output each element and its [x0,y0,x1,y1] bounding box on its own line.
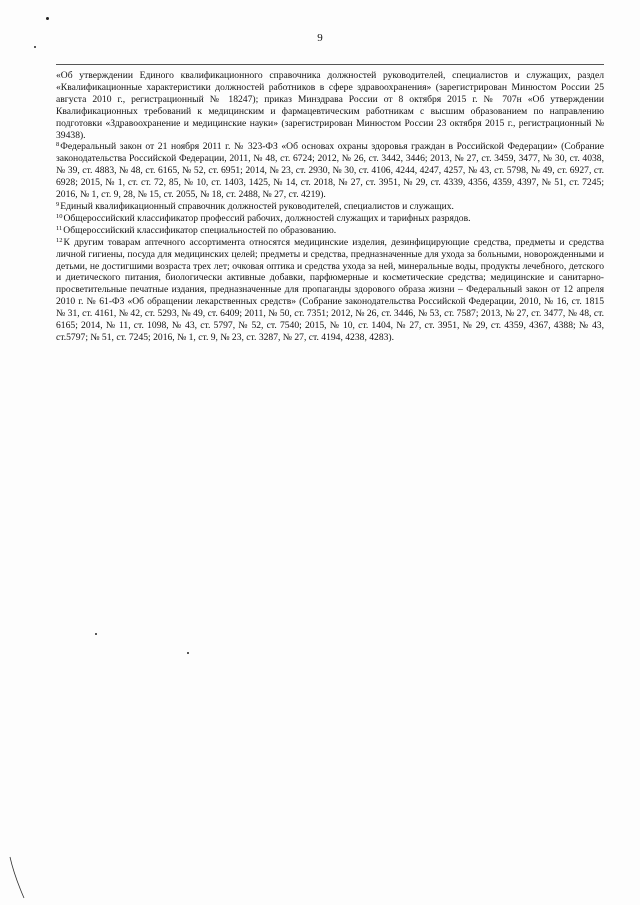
footnote-8 [56,141,604,201]
footnote-text: Общероссийский классификатор специальностей по образованию. [63,224,337,236]
footnote-marker: 11 [56,224,63,232]
footnote-marker: 12 [56,236,63,244]
footnote-11 [56,225,604,237]
footnote-text: Общероссийский классификатор профессий рабочих, должностей служащих и тарифных разрядов. [63,212,471,224]
footnote-text: «Об утверждении Единого квалификационного справочника должностей руководителей, специалистов и служащих, раздел «Квалификационные характеристики должностей работников в сфере здравоохранения» (зарегистрирован Минюстом России 25 августа 2010 г., регистрационный № 18247); приказ Минздрава России от 8 октября 2015 г. № 707н «Об утверждении Квалификационных требований к медицинским и фармацевтическим работникам с высшим образованием по направлению подготовки «Здравоохранение и медицинские науки» (зарегистрирован Минюстом России 23 октября 2015 г., регистрационный № 39438). [56,70,604,141]
scan-speck [95,633,97,635]
scan-artifact-line [8,855,28,900]
footnote-marker: 8 [56,141,60,149]
scan-speck [187,652,189,654]
footnote-marker: 9 [56,200,60,208]
footnote-10 [56,213,604,225]
footnote-separator [56,64,604,65]
scan-speck [46,17,49,20]
scan-speck [34,46,36,48]
footnote-marker: 10 [56,212,63,220]
page-number: 9 [317,32,323,44]
footnote-7-continuation [56,70,604,141]
footnote-9 [56,201,604,213]
footnote-text: Федеральный закон от 21 ноября 2011 г. № 323-ФЗ «Об основах охраны здоровья граждан в Российской Федерации» (Собрание законодательства Российской Федерации, 2011, № 48, ст. 6724; 2012, № 26, ст. 3442, 3446; 2013, № 27, ст. 3459, 3477, № 30, ст. 4038, № 39, ст. 4883, № 48, ст. 6165, № 52, ст. 6951; 2014, № 23, ст. 2930, № 30, ст. 4106, 4244, 4247, 4257, № 43, ст. 5798, № 49, ст. 6927, ст. 6928; 2015, № 1, ст. ст. 72, 85, № 10, ст. 1403, 1425, № 14, ст. 2018, № 27, ст. 3951, № 29, ст. 4339, 4356, 4359, 4397, № 51, ст. 7245; 2016, № 1, ст. 9, 28, № 15, ст. 2055, № 18, ст. 2488, № 27, ст. 4219). [56,141,604,201]
footnote-text: К другим товарам аптечного ассортимента относятся медицинские изделия, дезинфицирующие средства, предметы и средства личной гигиены, посуда для медицинских целей; предметы и средства, предназначенные для ухода за больными, новорожденными и детьми, не достигшими возраста трех лет; очковая оптика и средства ухода за ней, минеральные воды, продукты лечебного, детского и диетического питания, биологически активные добавки, парфюмерные и косметические средства; медицинские и санитарно-просветительные печатные издания, предназначенные для пропаганды здорового образа жизни – Федеральный закон от 12 апреля 2010 г. № 61-ФЗ «Об обращении лекарственных средств» (Собрание законодательства Российской Федерации, 2010, № 16, ст. 1815 № 31, ст. 4161, № 42, ст. 5293, № 49, ст. 6409; 2011, № 50, ст. 7351; 2012, № 26, ст. 3446, № 53, ст. 7587; 2013, № 27, ст. 3477, № 48, ст. 6165; 2014, № 11, ст. 1098, № 43, ст. 5797, № 52, ст. 7540; 2015, № 10, ст. 1404, № 27, ст. 3951, № 29, ст. 4359, 4367, 4388; № 43, ст.5797; № 51, ст. 7245; 2016, № 1, ст. 9, № 23, ст. 3287, № 27, ст. 4194, 4238, 4283). [56,236,604,343]
footnote-text: Единый квалификационный справочник должностей руководителей, специалистов и служащих. [60,200,454,212]
footnote-12 [56,237,604,344]
footnotes [56,70,604,344]
